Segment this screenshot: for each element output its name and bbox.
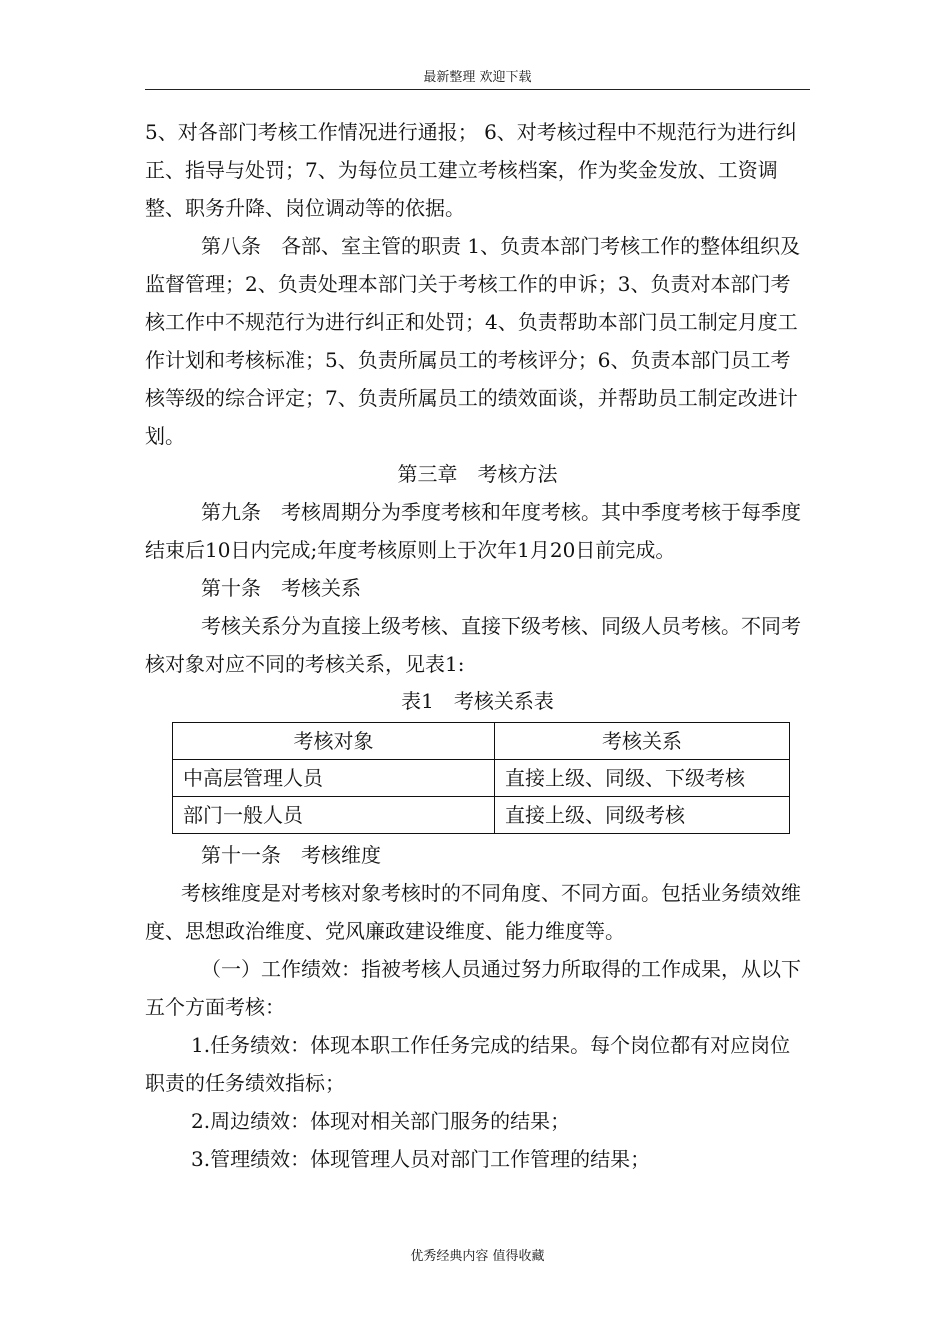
paragraph-work-performance: （一）工作绩效：指被考核人员通过努力所取得的工作成果，从以下五个方面考核： bbox=[145, 957, 801, 1019]
list-item: 1.任务绩效：体现本职工作任务完成的结果。每个岗位都有对应岗位职责的任务绩效指标； bbox=[145, 1033, 791, 1095]
table-row bbox=[173, 797, 790, 834]
paragraph-article-11: 第十一条 考核维度 bbox=[201, 843, 381, 867]
header-rule bbox=[145, 89, 810, 90]
paragraph-article-8: 第八条 各部、室主管的职责 1、负责本部门考核工作的整体组织及监督管理；2、负责处理本部门关于考核工作的申诉；3、负责对本部门考核工作中不规范行为进行纠正和处罚；4、负责帮助本部门员工制定月度工作计划和考核标准；5、负责所属员工的考核评分；6、负责本部门员工考核等级的综合评定；7、负责所属员工的绩效面谈，并帮助员工制定改进计划。 bbox=[145, 234, 801, 448]
table-caption: 表1 考核关系表 bbox=[401, 689, 554, 713]
table-header-row bbox=[173, 723, 790, 760]
chapter-heading: 第三章 考核方法 bbox=[397, 462, 558, 486]
paragraph-article-10: 第十条 考核关系 bbox=[201, 576, 361, 600]
list-item: 2.周边绩效：体现对相关部门服务的结果； bbox=[191, 1109, 571, 1133]
list-item: 3.管理绩效：体现管理人员对部门工作管理的结果； bbox=[191, 1147, 651, 1171]
table-header-cell: 考核对象 bbox=[173, 723, 495, 760]
page-footer: 优秀经典内容 值得收藏 bbox=[410, 1249, 545, 1264]
document-body bbox=[145, 113, 810, 1178]
paragraph-duties-continued: 5、对各部门考核工作情况进行通报； 6、对考核过程中不规范行为进行纠正、指导与处罚；7、为每位员工建立考核档案，作为奖金发放、工资调整、职务升降、岗位调动等的依据。 bbox=[145, 120, 797, 220]
table-cell: 部门一般人员 bbox=[173, 797, 495, 834]
assessment-relations-table bbox=[172, 722, 790, 834]
page-header: 最新整理 欢迎下载 bbox=[423, 70, 532, 85]
table-cell: 中高层管理人员 bbox=[173, 760, 495, 797]
table-header-cell: 考核关系 bbox=[495, 723, 790, 760]
table-row bbox=[173, 760, 790, 797]
table-cell: 直接上级、同级考核 bbox=[495, 797, 790, 834]
paragraph-dimensions: 考核维度是对考核对象考核时的不同角度、不同方面。包括业务绩效维度、思想政治维度、党风廉政建设维度、能力维度等。 bbox=[145, 881, 801, 943]
table-cell: 直接上级、同级、下级考核 bbox=[495, 760, 790, 797]
paragraph-article-9: 第九条 考核周期分为季度考核和年度考核。其中季度考核于每季度结束后10日内完成;年度考核原则上于次年1月20日前完成。 bbox=[145, 500, 801, 562]
paragraph-relations: 考核关系分为直接上级考核、直接下级考核、同级人员考核。不同考核对象对应不同的考核关系，见表1: bbox=[145, 614, 801, 676]
